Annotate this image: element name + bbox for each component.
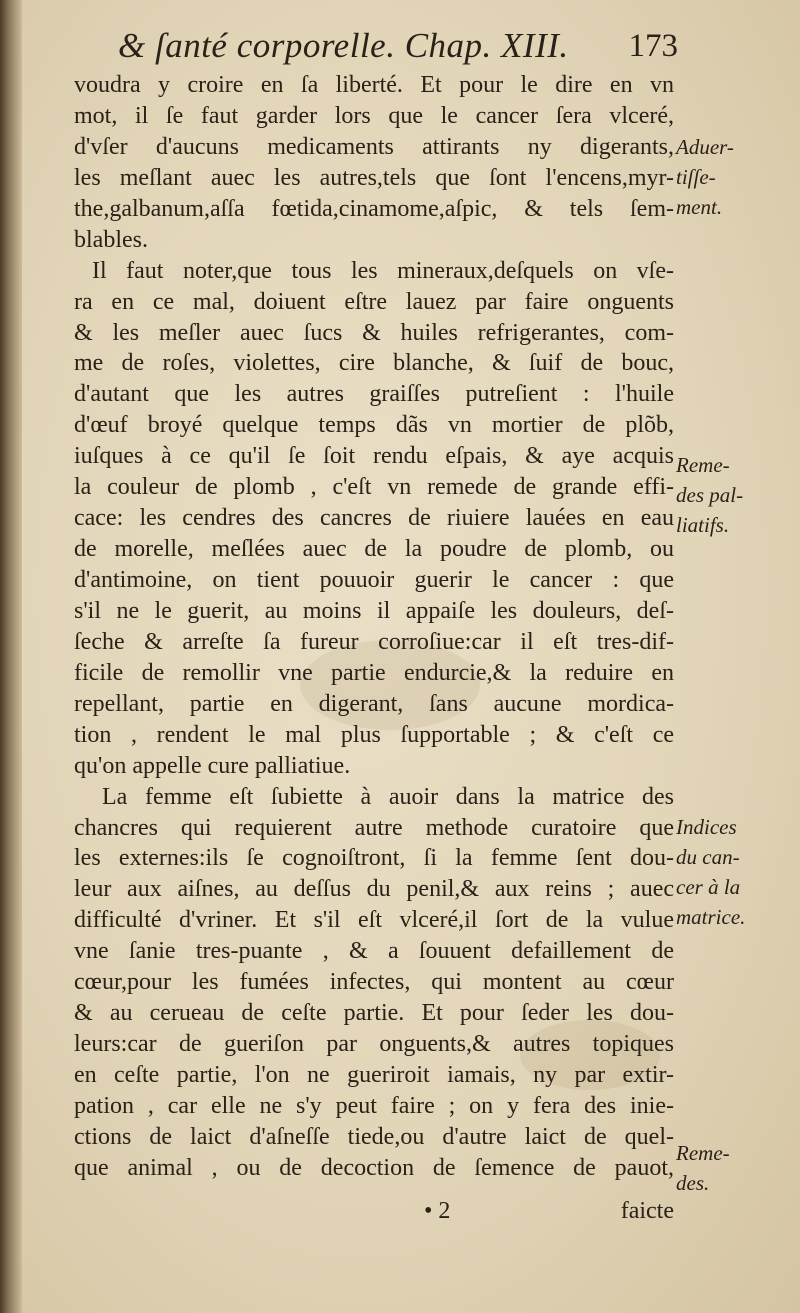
text-line: leurs:car de gueriſon par onguents,& autres topiques	[74, 1031, 674, 1058]
text-line: tion , rendent le mal plus ſupportable ; & c'eſt ce	[74, 721, 674, 748]
text-line: les meſlant auec les autres,tels que ſont l'encens,myr-	[74, 164, 674, 191]
text-line: difficulté d'vriner. Et s'il eſt vlceré,il ſort de la vulue	[74, 907, 674, 934]
text-line: d'œuf broyé quelque temps dãs vn mortier de plõb,	[74, 412, 674, 439]
margin-note-line: Reme-	[676, 1141, 730, 1165]
text-line: s'il ne le guerit, au moins il appaiſe les douleurs, deſ-	[74, 597, 674, 624]
text-line: blables.	[74, 226, 148, 253]
margin-note-line: ment.	[676, 195, 723, 219]
margin-note-remedes	[676, 1138, 730, 1198]
margin-note-aduertissement	[676, 132, 734, 222]
margin-note-indices-cancer	[676, 812, 745, 932]
text-line: cœur,pour les fumées infectes, qui montent au cœur	[74, 969, 674, 996]
text-line: ra en ce mal, doiuent eſtre lauez par faire onguents	[74, 288, 674, 315]
margin-note-remedes-palliatifs	[676, 450, 743, 540]
text-line: cace: les cendres des cancres de riuiere lauées en eau	[74, 505, 674, 532]
text-line: d'antimoine, on tient pouuoir guerir le cancer : que	[74, 567, 674, 593]
text-line: vne ſanie tres-puante , & a ſouuent defaillement de	[74, 938, 674, 965]
text-line: & au cerueau de ceſte partie. Et pour ſeder les dou-	[74, 1000, 674, 1027]
text-line: d'vſer d'aucuns medicaments attirants ny digerants,	[74, 133, 674, 160]
text-line: leur aux aiſnes, au deſſus du penil,& aux reins ; auec	[74, 876, 674, 903]
text-line: la couleur de plomb , c'eſt vn remede de grande effi-	[74, 474, 674, 501]
text-line: les externes:ils ſe cognoiſtront, ſi la femme ſent dou-	[74, 845, 674, 872]
text-line: de morelle, meſlées auec de la poudre de plomb, ou	[74, 536, 674, 563]
text-line: ctions de laict d'aſneſſe tiede,ou d'autre laict de quel-	[74, 1123, 674, 1150]
page-number: 173	[628, 28, 678, 64]
main-text	[74, 70, 674, 1184]
paragraph-start-line: La femme eſt ſubiette à auoir dans la matrice des	[102, 783, 674, 810]
text-line: que animal , ou de decoction de ſemence de pauot,	[74, 1154, 674, 1181]
margin-note-line: liatifs.	[676, 513, 730, 537]
text-line: & les meſler auec ſucs & huiles refrigerantes, com-	[74, 319, 674, 346]
text-line: me de roſes, violettes, cire blanche, & ſuif de bouc,	[74, 350, 674, 377]
margin-note-line: cer à la	[676, 875, 741, 899]
page-header	[118, 26, 678, 72]
margin-note-line: tiſſe-	[676, 165, 716, 189]
margin-note-line: Aduer-	[676, 135, 734, 159]
binding-gutter	[0, 0, 22, 1313]
text-line: qu'on appelle cure palliatiue.	[74, 752, 351, 779]
text-line: ficile de remollir vne partie endurcie,& la reduire en	[74, 659, 674, 686]
text-line: ſeche & arreſte ſa fureur corroſiue:car il eſt tres-dif-	[74, 628, 674, 655]
text-line: the,galbanum,aſſa fœtida,cinamome,aſpic, & tels ſem-	[74, 195, 674, 222]
margin-note-line: des.	[676, 1171, 710, 1195]
text-line: en ceſte partie, l'on ne gueriroit iamais, ny par extir-	[74, 1062, 674, 1088]
paragraph-start-line: Il faut noter,que tous les mineraux,deſquels on vſe-	[92, 257, 674, 284]
text-line: iuſques à ce qu'il ſe ſoit rendu eſpais, & aye acquis	[74, 443, 674, 470]
text-line: voudra y croire en ſa liberté. Et pour le dire en vn	[74, 72, 674, 98]
running-title: & ſanté corporelle. Chap. XIII.	[118, 26, 569, 65]
margin-note-line: Indices	[676, 815, 737, 839]
margin-note-line: des pal-	[676, 483, 744, 507]
text-line: repellant, partie en digerant, ſans aucune mordica-	[74, 690, 674, 717]
text-line: mot, il ſe faut garder lors que le cancer ſera vlceré,	[74, 102, 674, 129]
margin-note-line: Reme-	[676, 453, 730, 477]
text-line: pation , car elle ne s'y peut faire ; on y fera des inie-	[74, 1092, 674, 1119]
margin-note-line: matrice.	[676, 905, 746, 929]
page-footer	[424, 1198, 674, 1232]
text-line: d'autant que les autres graiſſes putreſient : l'huile	[74, 381, 674, 408]
text-line: chancres qui requierent autre methode curatoire que	[74, 814, 674, 841]
catchword: faicte	[620, 1198, 674, 1224]
margin-note-line: du can-	[676, 845, 740, 869]
signature-mark: • 2	[424, 1198, 451, 1224]
